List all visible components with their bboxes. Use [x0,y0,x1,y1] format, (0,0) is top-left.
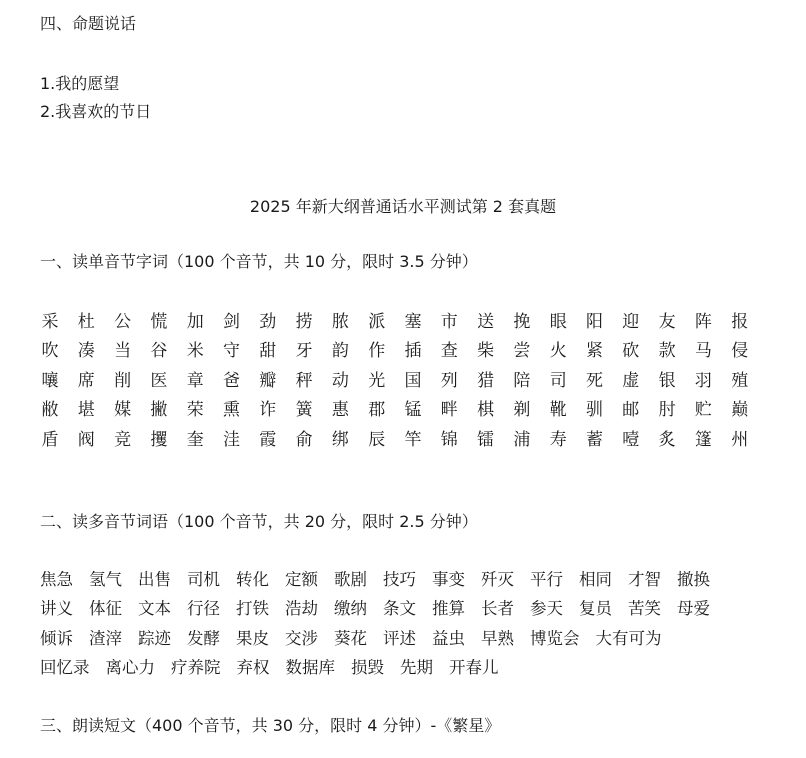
syllable-char: 甜 [259,341,277,361]
syllable-char: 杜 [77,312,95,332]
syllable-char: 医 [150,371,168,391]
syllable-char: 阵 [694,312,712,332]
syllable-char: 诈 [259,400,277,420]
syllable-char: 棋 [477,400,495,420]
word-item: 歌剧 [334,570,367,589]
syllable-char: 洼 [223,430,240,450]
syllable-char: 殖 [731,371,749,391]
syllable-char: 阀 [77,430,95,450]
syllable-char: 蓄 [586,430,603,450]
syllable-char: 查 [440,341,458,361]
topic-1: 1.我的愿望 [40,74,120,93]
syllable-char: 章 [186,371,204,391]
word-item: 渣滓 [89,629,122,648]
char-row [40,310,780,334]
syllable-char: 州 [731,430,749,450]
word-item: 疗养院 [171,658,221,677]
word-item: 葵花 [334,629,367,648]
syllable-char: 堪 [77,400,95,420]
char-row [40,398,780,422]
syllable-char: 霞 [259,430,277,450]
syllable-char: 牙 [295,341,313,361]
word-item: 博览会 [530,629,580,648]
word-item: 先期 [400,658,433,677]
syllable-char: 敝 [41,400,59,420]
syllable-char: 脓 [331,312,349,332]
syllable-char: 韵 [331,341,349,361]
syllable-char: 驯 [586,400,603,420]
word-item: 转化 [236,570,269,589]
char-row [40,339,780,363]
syllable-char: 眼 [549,312,567,332]
word-item: 母爱 [677,599,710,618]
syllable-char: 吹 [41,341,59,361]
syllable-char: 作 [368,341,386,361]
syllable-char: 削 [114,371,132,391]
section3-heading: 三、朗读短文（400 个音节，共 30 分，限时 4 分钟）-《繁星》 [40,716,501,735]
word-item: 复员 [579,599,612,618]
syllable-char: 炙 [658,430,676,450]
syllable-char: 锰 [404,400,422,420]
syllable-char: 列 [440,371,458,391]
syllable-char: 剃 [513,400,531,420]
syllable-char: 火 [549,341,567,361]
syllable-char: 攫 [150,430,168,450]
syllable-char: 媒 [114,400,132,420]
syllable-char: 塞 [404,312,422,332]
word-item: 开春儿 [449,658,499,677]
syllable-char: 送 [477,312,495,332]
syllable-char: 友 [658,312,676,332]
syllable-char: 荣 [186,400,204,420]
syllable-char: 银 [658,371,676,391]
syllable-char: 剑 [223,312,240,332]
word-item: 技巧 [383,570,416,589]
syllable-char: 采 [41,312,59,332]
syllable-char: 邮 [622,400,640,420]
word-row [40,627,678,651]
word-item: 评述 [383,629,416,648]
syllable-char: 镭 [477,430,495,450]
syllable-char: 报 [731,312,749,332]
word-item: 倾诉 [40,629,73,648]
syllable-char: 当 [114,341,132,361]
word-item: 交涉 [285,629,318,648]
syllable-char: 迎 [622,312,640,332]
syllable-char: 加 [186,312,204,332]
syllable-char: 竞 [114,430,132,450]
word-item: 参天 [530,599,563,618]
syllable-char: 爸 [223,371,240,391]
word-item: 离心力 [105,658,155,677]
word-item: 氢气 [89,570,122,589]
word-item: 条文 [383,599,416,618]
syllable-char: 柴 [477,341,495,361]
syllable-char: 派 [368,312,386,332]
syllable-char: 盾 [41,430,59,450]
word-item: 事变 [432,570,465,589]
syllable-char: 劲 [259,312,277,332]
word-item: 歼灭 [481,570,514,589]
word-item: 损毁 [351,658,384,677]
word-item: 发酵 [187,629,220,648]
syllable-char: 守 [223,341,240,361]
syllable-char: 簧 [295,400,313,420]
syllable-char: 公 [114,312,132,332]
word-item: 平行 [530,570,563,589]
syllable-char: 郡 [368,400,386,420]
syllable-char: 米 [186,341,204,361]
syllable-char: 捞 [295,312,313,332]
syllable-char: 阳 [586,312,603,332]
syllable-char: 死 [586,371,603,391]
syllable-char: 辰 [368,430,386,450]
syllable-char: 撇 [150,400,168,420]
syllable-char: 插 [404,341,422,361]
syllable-char: 俞 [295,430,313,450]
word-item: 文本 [138,599,171,618]
syllable-char: 挽 [513,312,531,332]
word-item: 司机 [187,570,220,589]
syllable-char: 瓣 [259,371,277,391]
syllable-char: 猎 [477,371,495,391]
word-item: 相同 [579,570,612,589]
word-item: 体征 [89,599,122,618]
syllable-char: 肘 [658,400,676,420]
syllable-char: 巅 [731,400,749,420]
word-item: 才智 [628,570,661,589]
word-row [40,656,515,680]
syllable-char: 奎 [186,430,204,450]
word-item: 大有可为 [595,629,662,648]
syllable-char: 寿 [549,430,567,450]
syllable-char: 尝 [513,341,531,361]
word-item: 焦急 [40,570,73,589]
word-item: 撤换 [677,570,710,589]
topic-2: 2.我喜欢的节日 [40,102,152,121]
word-item: 弃权 [236,658,270,677]
section1-heading: 一、读单音节字词（100 个音节，共 10 分，限时 3.5 分钟） [40,252,478,271]
syllable-char: 凑 [77,341,95,361]
syllable-char: 马 [694,341,712,361]
syllable-char: 熏 [223,400,240,420]
word-item: 出售 [138,570,171,589]
word-item: 早熟 [481,629,514,648]
syllable-char: 浦 [513,430,531,450]
syllable-char: 竿 [404,430,422,450]
page-title: 2025 年新大纲普通话水平测试第 2 套真题 [249,197,557,216]
syllable-char: 侵 [731,341,749,361]
syllable-char: 噎 [622,430,640,450]
syllable-char: 市 [440,312,458,332]
word-item: 数据库 [285,658,335,677]
syllable-char: 动 [331,371,349,391]
char-row [40,369,780,393]
word-item: 长者 [481,599,514,618]
syllable-char: 紧 [586,341,603,361]
word-item: 苦笑 [628,599,661,618]
syllable-char: 慌 [150,312,168,332]
syllable-char: 陪 [513,371,531,391]
section4-heading: 四、命题说话 [40,14,137,33]
syllable-char: 惠 [331,400,349,420]
syllable-char: 畔 [440,400,458,420]
word-item: 定额 [285,570,318,589]
syllable-char: 嚷 [41,371,59,391]
syllable-char: 锦 [440,430,458,450]
syllable-char: 羽 [694,371,712,391]
syllable-char: 款 [658,341,676,361]
syllable-char: 篷 [694,430,712,450]
syllable-char: 国 [404,371,422,391]
word-row [40,597,726,621]
syllable-char: 靴 [549,400,567,420]
syllable-char: 光 [368,371,386,391]
word-item: 踪迹 [138,629,171,648]
word-item: 打铁 [236,599,269,618]
word-item: 益虫 [432,629,465,648]
word-item: 行径 [187,599,220,618]
char-row [40,428,780,452]
syllable-char: 席 [77,371,95,391]
syllable-char: 司 [549,371,567,391]
section2-heading: 二、读多音节词语（100 个音节，共 20 分，限时 2.5 分钟） [40,512,478,531]
syllable-char: 贮 [694,400,712,420]
word-item: 果皮 [236,629,269,648]
syllable-char: 虚 [622,371,640,391]
word-row [40,568,726,592]
word-item: 讲义 [40,599,73,618]
word-item: 缴纳 [334,599,367,618]
word-item: 回忆录 [40,658,90,677]
word-item: 推算 [432,599,465,618]
syllable-char: 砍 [622,341,640,361]
syllable-char: 谷 [150,341,168,361]
syllable-char: 绑 [331,430,349,450]
word-item: 浩劫 [285,599,318,618]
syllable-char: 秤 [295,371,313,391]
